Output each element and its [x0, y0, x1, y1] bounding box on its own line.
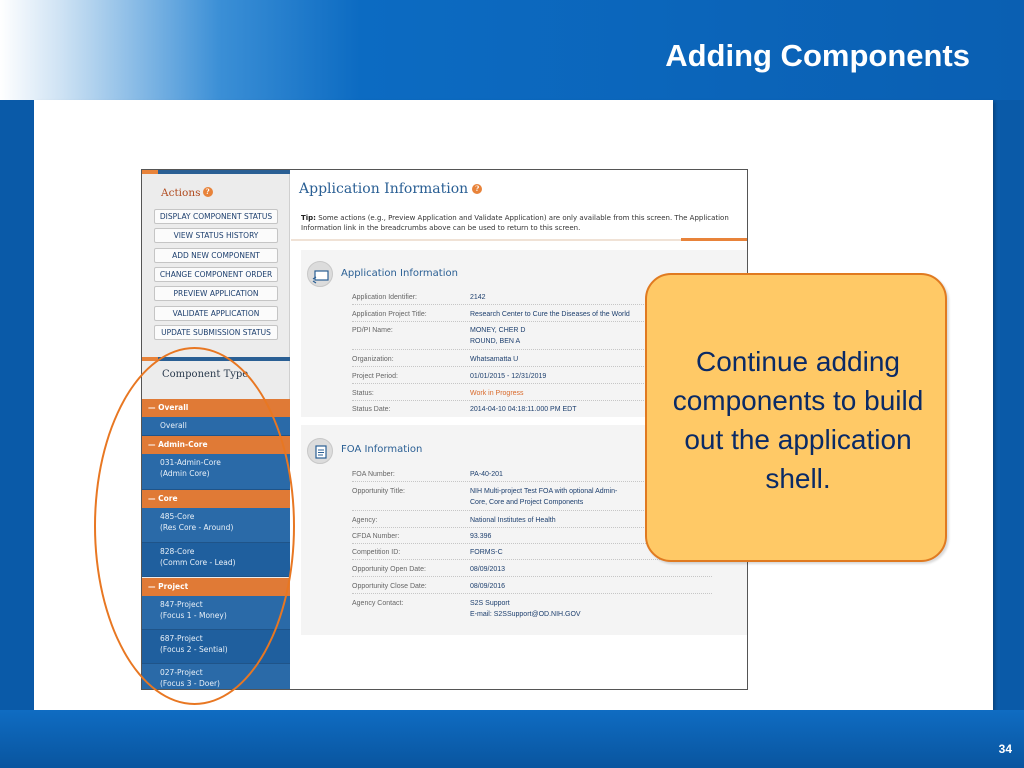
info-label: FOA Number: [352, 471, 395, 478]
tip-text [301, 213, 745, 233]
preview-application-button[interactable]: PREVIEW APPLICATION [154, 286, 278, 301]
info-value-line2: E-mail: S2SSupport@OD.NIH.GOV [470, 611, 581, 618]
info-label: Agency Contact: [352, 600, 404, 607]
info-label: Opportunity Close Date: [352, 583, 427, 590]
info-label: Agency: [352, 517, 378, 524]
info-row-open-date [352, 563, 712, 577]
slide-footer [0, 710, 1024, 768]
view-status-history-button[interactable]: VIEW STATUS HISTORY [154, 228, 278, 243]
sidebar-top-bar [158, 170, 290, 174]
info-label: Status Date: [352, 406, 391, 413]
update-submission-status-button[interactable]: UPDATE SUBMISSION STATUS [154, 325, 278, 340]
help-icon[interactable]: ? [472, 184, 482, 194]
component-type-heading: Component Type [162, 369, 249, 380]
info-value: NIH Multi-project Test FOA with optional Admin- [470, 488, 618, 495]
info-value: 08/09/2013 [470, 566, 506, 573]
application-info-icon [307, 261, 333, 287]
sidebar-accent-bar [142, 170, 158, 174]
foa-info-heading: FOA Information [341, 444, 423, 455]
info-label: Status: [352, 390, 374, 397]
info-value: 2014-04-10 04:18:11.000 PM EDT [470, 406, 577, 413]
info-label: PD/PI Name: [352, 327, 393, 334]
info-label: Application Identifier: [352, 294, 417, 301]
component-item-name: 828-Core [160, 547, 195, 556]
status-value: Work in Progress [470, 390, 524, 397]
info-value: FORMS-C [470, 549, 503, 556]
info-value-line2: Core, Core and Project Components [470, 499, 584, 506]
display-component-status-button[interactable]: DISPLAY COMPONENT STATUS [154, 209, 278, 224]
slide-title: Adding Components [665, 38, 970, 73]
info-row-agency-contact [352, 597, 712, 623]
info-value-line2: ROUND, BEN A [470, 338, 521, 345]
page-title-label: Application Information [299, 181, 469, 197]
divider [291, 239, 681, 241]
component-item-subtitle: (Focus 1 - Money) [160, 611, 227, 620]
component-item-subtitle: (Res Core - Around) [160, 523, 234, 532]
info-label: Project Period: [352, 373, 398, 380]
group-core[interactable]: — Core [142, 490, 290, 508]
info-value: 93.396 [470, 533, 492, 540]
info-value: 2142 [470, 294, 486, 301]
callout-text: Continue adding components to build out the application shell. [672, 346, 924, 494]
application-info-heading: Application Information [341, 268, 458, 279]
info-label: Opportunity Open Date: [352, 566, 426, 573]
info-value: 01/01/2015 - 12/31/2019 [470, 373, 547, 380]
info-value: National Institutes of Health [470, 517, 556, 524]
foa-info-icon [307, 438, 333, 464]
tip-label: Tip: [301, 214, 316, 222]
page-title [299, 181, 482, 197]
component-item-subtitle: (Focus 3 - Doer) [160, 679, 220, 688]
info-label: CFDA Number: [352, 533, 400, 540]
component-item-name: 031-Admin-Core [160, 458, 221, 467]
help-icon[interactable]: ? [203, 187, 213, 197]
component-item-subtitle: (Comm Core - Lead) [160, 558, 236, 567]
info-value: Research Center to Cure the Diseases of the World [470, 311, 630, 318]
highlight-oval [94, 347, 295, 705]
component-item-name: 485-Core [160, 512, 195, 521]
info-value: MONEY, CHER D [470, 327, 526, 334]
callout-box [645, 273, 947, 562]
component-item-name: 687-Project [160, 634, 203, 643]
info-value: Whatsamatta U [470, 356, 519, 363]
group-overall[interactable]: — Overall [142, 399, 290, 417]
group-admin-core[interactable]: — Admin-Core [142, 436, 290, 454]
component-item-subtitle: (Focus 2 - Sential) [160, 645, 228, 654]
tip-body: Some actions (e.g., Preview Application and Validate Application) are only available from this screen. The Application Information link in the breadcrumbs above can be used to return to this screen. [301, 214, 729, 232]
info-value: S2S Support [470, 600, 510, 607]
add-new-component-button[interactable]: ADD NEW COMPONENT [154, 248, 278, 263]
group-project[interactable]: — Project [142, 578, 290, 596]
slide-number: 34 [998, 742, 1012, 756]
component-item-name: 847-Project [160, 600, 203, 609]
component-item-name: 027-Project [160, 668, 203, 677]
info-label: Organization: [352, 356, 394, 363]
info-row-close-date [352, 580, 712, 594]
component-item-subtitle: (Admin Core) [160, 469, 210, 478]
info-value: PA-40-201 [470, 471, 503, 478]
info-value: 08/09/2016 [470, 583, 506, 590]
info-label: Competition ID: [352, 549, 401, 556]
actions-heading-label: Actions [161, 187, 201, 199]
info-label: Application Project Title: [352, 311, 427, 318]
component-item-name: Overall [160, 421, 187, 430]
actions-heading [161, 187, 213, 199]
validate-application-button[interactable]: VALIDATE APPLICATION [154, 306, 278, 321]
divider-accent [681, 238, 748, 241]
info-label: Opportunity Title: [352, 488, 405, 495]
change-component-order-button[interactable]: CHANGE COMPONENT ORDER [154, 267, 278, 282]
